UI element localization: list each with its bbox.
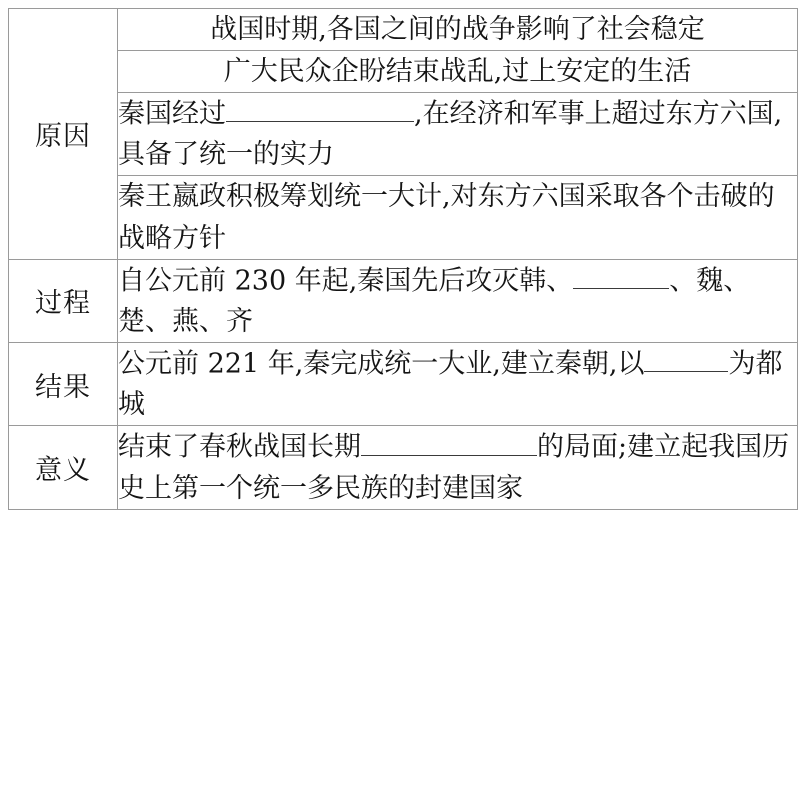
table-row	[9, 51, 798, 93]
cell-cause-2: 广大民众企盼结束战乱,过上安定的生活	[118, 51, 798, 93]
table-row	[9, 259, 798, 342]
cell-cause-4: 秦王嬴政积极筹划统一大计,对东方六国采取各个击破的战略方针	[118, 176, 798, 259]
table-row	[9, 342, 798, 425]
text-segment: 自公元前 230 年起,秦国先后攻灭韩、	[118, 264, 574, 296]
text-segment: ,在经济和军事上超过东方六国,具备了统一的实力	[118, 98, 783, 171]
table-body	[9, 9, 798, 510]
text-segment: 、魏、楚、燕、齐	[118, 264, 751, 337]
fill-blank[interactable]	[644, 343, 728, 372]
fill-blank[interactable]	[573, 260, 669, 289]
row-label-result: 结果	[9, 342, 118, 425]
text-segment: 为都城	[118, 348, 783, 421]
text-segment: 的局面;建立起我国历史上第一个统一多民族的封建国家	[118, 431, 790, 504]
text-segment: 秦国经过	[118, 98, 226, 130]
row-label-meaning: 意义	[9, 426, 118, 509]
row-label-process: 过程	[9, 259, 118, 342]
table-row	[9, 426, 798, 509]
text-segment: 结束了春秋战国长期	[118, 431, 361, 463]
fill-blank[interactable]	[361, 426, 537, 455]
cell-process-1	[118, 259, 798, 342]
table-row	[9, 176, 798, 259]
cell-cause-3	[118, 93, 798, 176]
fill-blank[interactable]	[226, 93, 414, 122]
summary-table	[8, 8, 798, 510]
cell-cause-1: 战国时期,各国之间的战争影响了社会稳定	[118, 9, 798, 51]
table-row	[9, 93, 798, 176]
table-row	[9, 9, 798, 51]
row-label-cause: 原因	[9, 9, 118, 260]
cell-meaning-1	[118, 426, 798, 509]
text-segment: 公元前 221 年,秦完成统一大业,建立秦朝,以	[118, 348, 645, 380]
cell-result-1	[118, 342, 798, 425]
